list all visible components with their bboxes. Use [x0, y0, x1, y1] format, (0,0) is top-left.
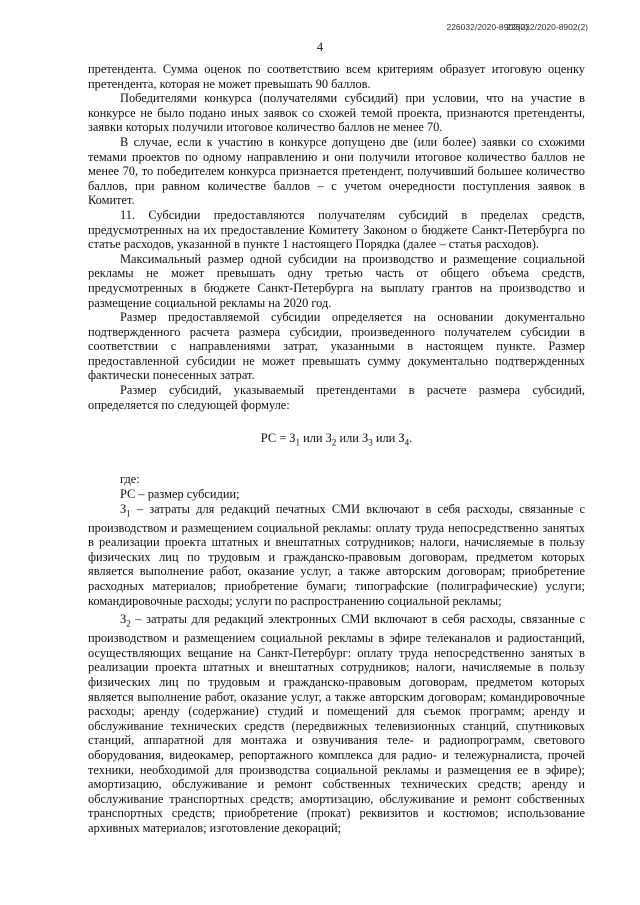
- subsidy-formula: РС = $З_1$ или $З_2$ или $З_3$ или $З_4$.: [260, 431, 413, 448]
- paragraph-3: В случае, если к участию в конкурсе допущено две (или более) заявки со схожими темами проектов по одному направлению и они получили итоговое количество баллов не менее 70, то победителем конкурса признается претендент, получивший большее количество баллов, при равном количестве баллов – с учетом очередности поступления заявок в Комитет.: [88, 134, 585, 208]
- paragraph-5: Максимальный размер одной субсидии на производство и размещение социальной рекламы не может превышать одну третью часть от общего объема средств, предусмотренных в бюджете Санкт-Петербурга на выплату грантов на производство и размещение социальной рекламы на 2020 год.: [88, 251, 585, 310]
- page-number: 4: [316, 40, 324, 54]
- stamp-text-1: 226032/2020-8902(2): [446, 22, 529, 32]
- definition-z1: $З_1$ – затраты для редакций печатных СМИ включают в себя расходы, связанные с производством и размещением социальной рекламы: оплату труда непосредственно занятых в реализации проекта штатных и внештатных сотрудников; налоги, начисляемые в пользу физических лиц по трудовым и гражданско-правовым договорам, предметом которых является выполнение работ, оказание услуг, а также авторским договорам; приобретение расходных материалов; приобретение бумаги; типографские (полиграфические) услуги; командировочные расходы; услуги по распространению социальной рекламы;: [88, 501, 585, 608]
- paragraph-2: Победителями конкурса (получателями субсидий) при условии, что на участие в конкурсе не было подано иных заявок со схожей темой проекта, признаются претенденты, заявки которых получили итоговое количество баллов не менее 70.: [88, 91, 585, 135]
- stamp-text-2: 226032/2020-8902(2): [506, 22, 588, 32]
- registration-stamp: [446, 22, 588, 32]
- definition-rs: РС – размер субсидии;: [120, 486, 240, 501]
- paragraph-6: Размер предоставляемой субсидии определяется на основании документально подтвержденного расчета размера субсидии, произведенного получателем субсидии в соответствии с направлениями затрат, указанными в настоящем пункте. Размер предоставленной субсидии не может превышать сумму документально подтвержденных фактически понесенных затрат.: [88, 310, 585, 383]
- definition-z2: $З_2$ – затраты для редакций электронных СМИ включают в себя расходы, связанные с производством и размещением социальной рекламы в эфире телеканалов и радиостанций, осуществляющих вещание на Санкт-Петербург: оплату труда непосредственно занятых в реализации проекта штатных и внештатных сотрудников; налоги, начисляемые в пользу физических лиц по трудовым и гражданско-правовым договорам, предметом которых является выполнение работ, оказание услуг, а также авторским договорам; командировочные расходы; аренду (содержание) студий и помещений для съемок программ; аренду и обслуживание технических средств (передвижных телевизионных станций, спутниковых станций, аппаратной для монтажа и озвучивания теле- и радиопрограмм, светового оборудования, видеокамер, репортажного комплекса для радио- и тележурналиста, прочей техники, необходимой для производства социальной рекламы и размещения ее в эфире); амортизацию, обслуживание и ремонт собственных технических средств; аренду и обслуживание транспортных средств; амортизацию, обслуживание и ремонт собственных транспортных средств; приобретение (прокат) реквизитов и костюмов; использование архивных материалов; изготовление декораций;: [88, 612, 585, 835]
- paragraph-7: Размер субсидий, указываемый претендентами в расчете размера субсидий, определяется по следующей формуле:: [88, 383, 585, 412]
- document-body: [88, 62, 585, 836]
- paragraph-1: претендента. Сумма оценок по соответствию всем критериям образует итоговую оценку претендента, которая не может превышать 90 баллов.: [88, 62, 585, 91]
- where-label: где:: [120, 472, 140, 487]
- paragraph-4: 11. Субсидии предоставляются получателям субсидий в пределах средств, предусмотренных на их предоставление Комитету Законом о бюджете Санкт-Петербурга по статье расходов, указанной в пункте 1 настоящего Порядка (далее – статья расходов).: [88, 207, 585, 252]
